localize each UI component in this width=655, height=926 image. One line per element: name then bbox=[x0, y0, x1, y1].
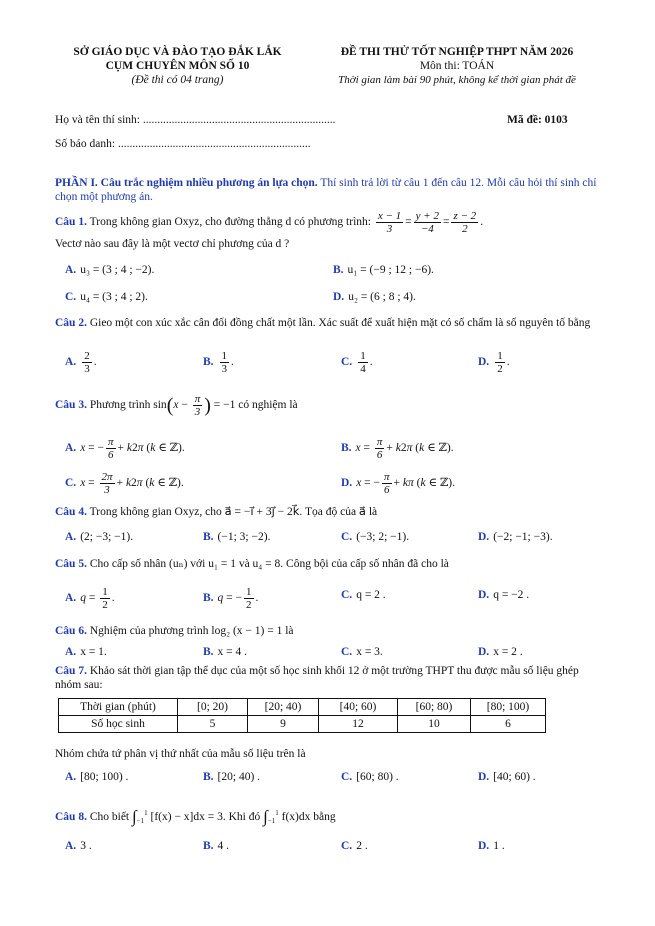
q8-option-c[interactable]: C. 2 . bbox=[341, 840, 368, 852]
time-note: Thời gian làm bài 90 phút, không kể thời gian phát đề bbox=[338, 74, 576, 86]
q2-option-b[interactable]: B. $\frac{1}{3}$ . bbox=[203, 350, 234, 375]
q1-stem: Câu 1. Trong không gian Oxyz, cho đường thẳng d có phương trình: $\frac{x - 1}{3}$ = $\frac{y + 2}{-4}$ = $\frac{z - 2}{2}$ . bbox=[55, 210, 484, 235]
q2-stem bbox=[55, 316, 600, 330]
exam-code: Mã đề: 0103 bbox=[507, 114, 568, 126]
q5-option-b[interactable]: B. q = − $\frac{1}{2}$ . bbox=[203, 586, 259, 611]
q1-sub: Vectơ nào sau đây là một vectơ chỉ phương của d ? bbox=[55, 238, 290, 250]
q6-option-b[interactable]: B. x = 4 . bbox=[203, 646, 248, 658]
table-cell: 10 bbox=[398, 716, 471, 733]
table-cell: [40; 60) bbox=[319, 699, 398, 716]
q7-option-a[interactable]: A. [80; 100) . bbox=[65, 771, 129, 783]
q6-label: Câu 6. bbox=[55, 625, 87, 637]
q4-option-b[interactable]: B. (−1; 3; −2). bbox=[203, 531, 271, 543]
table-row bbox=[59, 699, 546, 716]
table-cell: Thời gian (phút) bbox=[59, 699, 178, 716]
part1-heading bbox=[55, 176, 600, 204]
table-cell: 5 bbox=[178, 716, 248, 733]
q8-label: Câu 8. bbox=[55, 810, 87, 823]
q5-option-c[interactable]: C. q = 2 . bbox=[341, 589, 386, 601]
q4-text: Trong không gian Oxyz, cho a⃗ = −i⃗ + 3j⃗ − 2k⃗. Tọa độ của a⃗ là bbox=[89, 506, 378, 518]
q2-text: Gieo một con xúc xắc cân đối đồng chất một lần. Xác suất để xuất hiện mặt có số chấm là số nguyên tố bằng bbox=[89, 317, 591, 329]
q7-sub: Nhóm chứa tứ phân vị thứ nhất của mẫu số liệu trên là bbox=[55, 748, 306, 760]
q1-frac-x: $\frac{x - 1}{3}$ bbox=[377, 210, 402, 235]
part1-title: PHẦN I. Câu trắc nghiệm nhiều phương án lựa chọn. bbox=[55, 177, 318, 189]
q4-label: Câu 4. bbox=[55, 506, 87, 518]
q7-option-b[interactable]: B. [20; 40) . bbox=[203, 771, 261, 783]
table-cell: [0; 20) bbox=[178, 699, 248, 716]
q3-option-a[interactable]: A. x = − $\frac{\pi}{6}$ + k2π (k ∈ ℤ). bbox=[65, 436, 185, 461]
q8-pre: Cho biết bbox=[89, 810, 130, 823]
table-row bbox=[59, 716, 546, 733]
q7-text: Khảo sát thời gian tập thể dục của một số học sinh khối 12 ở một trường THPT thu được mẫu số liệu ghép nhóm sau: bbox=[55, 665, 579, 691]
q6-text: Nghiệm của phương trình log₂ (x − 1) = 1 là bbox=[89, 625, 294, 637]
q7-option-c[interactable]: C. [60; 80) . bbox=[341, 771, 399, 783]
q1-label: Câu 1. bbox=[55, 216, 87, 229]
student-name-label: Họ và tên thí sinh: bbox=[55, 114, 140, 126]
q1-frac-y: $\frac{y + 2}{-4}$ bbox=[415, 210, 439, 235]
header-left-line2: CỤM CHUYÊN MÔN SỐ 10 bbox=[105, 60, 250, 72]
student-name-line bbox=[55, 114, 335, 126]
q1-frac-z: $\frac{z - 2}{2}$ bbox=[453, 210, 477, 235]
part1-desc: Thí sinh trả lời từ câu 1 đến câu 12. Mỗi câu hỏi thí sinh chỉ chọn một phương án. bbox=[55, 177, 597, 203]
q8-mid: [f(x) − x]dx = 3. Khi đó bbox=[150, 810, 261, 823]
exam-title: ĐỀ THI THỬ TỐT NGHIỆP THPT NĂM 2026 bbox=[340, 46, 574, 58]
q2-option-a[interactable]: A. $\frac{2}{3}$ . bbox=[65, 350, 97, 375]
student-id-dots: ................................................................... bbox=[117, 138, 311, 150]
q2-label: Câu 2. bbox=[55, 317, 87, 329]
integral-sign-icon: ∫ bbox=[132, 807, 137, 827]
q5-option-d[interactable]: D. q = −2 . bbox=[478, 589, 530, 601]
q3-label: Câu 3. bbox=[55, 399, 87, 412]
q3-stem: Câu 3. Phương trình sin(x − $\frac{\pi}{3}$ ) = −1 có nghiệm là bbox=[55, 393, 298, 418]
q5-option-a[interactable]: A. q = $\frac{1}{2}$ . bbox=[65, 586, 115, 611]
q4-stem bbox=[55, 505, 600, 519]
student-name-dots: ................................................................... bbox=[142, 114, 336, 126]
q4-option-a[interactable]: A. (2; −3; −1). bbox=[65, 531, 134, 543]
table-cell: Số học sinh bbox=[59, 716, 178, 733]
header-left-line3: (Đề thi có 04 trang) bbox=[131, 74, 224, 86]
q7-stem bbox=[55, 664, 600, 692]
q1-text: Trong không gian Oxyz, cho đường thẳng d có phương trình: bbox=[89, 216, 371, 229]
q4-option-c[interactable]: C. (−3; 2; −1). bbox=[341, 531, 410, 543]
q6-option-d[interactable]: D. x = 2 . bbox=[478, 646, 523, 658]
q3-option-b[interactable]: B. x = $\frac{\pi}{6}$ + k2π (k ∈ ℤ). bbox=[341, 436, 454, 461]
q3-option-c[interactable]: C. x = $\frac{2\pi}{3}$ + k2π (k ∈ ℤ). bbox=[65, 471, 184, 496]
integral-sign-icon: ∫ bbox=[263, 807, 268, 827]
q3-pre: Phương trình sin bbox=[89, 399, 167, 412]
table-cell: 12 bbox=[319, 716, 398, 733]
q7-label: Câu 7. bbox=[55, 665, 87, 677]
header-left-line1: SỞ GIÁO DỤC VÀ ĐÀO TẠO ĐẮK LẮK bbox=[73, 46, 282, 58]
q1-option-a[interactable]: A. u₃ = (3 ; 4 ; −2). bbox=[65, 264, 155, 276]
q1-option-c[interactable]: C. u₄ = (3 ; 4 ; 2). bbox=[65, 291, 148, 303]
subject: Môn thi: TOÁN bbox=[419, 60, 495, 72]
q8-post: f(x)dx bằng bbox=[281, 810, 336, 823]
table-cell: 9 bbox=[248, 716, 319, 733]
q2-option-d[interactable]: D. $\frac{1}{2}$ . bbox=[478, 350, 510, 375]
q4-option-d[interactable]: D. (−2; −1; −3). bbox=[478, 531, 553, 543]
table-cell: [20; 40) bbox=[248, 699, 319, 716]
table-cell: [80; 100) bbox=[471, 699, 546, 716]
table-cell: [60; 80) bbox=[398, 699, 471, 716]
q8-option-b[interactable]: B. 4 . bbox=[203, 840, 230, 852]
q7-option-d[interactable]: D. [40; 60) . bbox=[478, 771, 536, 783]
q5-text: Cho cấp số nhân (uₙ) với u₁ = 1 và u₄ = 8. Công bội của cấp số nhân đã cho là bbox=[89, 558, 449, 570]
q3-post: = −1 có nghiệm là bbox=[213, 399, 298, 412]
q6-stem bbox=[55, 624, 600, 638]
q2-option-c[interactable]: C. $\frac{1}{4}$ . bbox=[341, 350, 373, 375]
q6-option-c[interactable]: C. x = 3. bbox=[341, 646, 383, 658]
student-id-label: Số báo danh: bbox=[55, 138, 116, 150]
q1-option-d[interactable]: D. u₂ = (6 ; 8 ; 4). bbox=[333, 291, 416, 303]
q1-option-b[interactable]: B. u₁ = (−9 ; 12 ; −6). bbox=[333, 264, 434, 276]
q8-stem: Câu 8. Cho biết $\int_{-1}^1$ [f(x) − x]dx = 3. Khi đó $\int_{-1}^1$ f(x)dx bằng bbox=[55, 807, 336, 827]
q7-data-table bbox=[58, 698, 546, 733]
q8-option-d[interactable]: D. 1 . bbox=[478, 840, 505, 852]
student-id-line bbox=[55, 138, 311, 150]
table-cell: 6 bbox=[471, 716, 546, 733]
q6-option-a[interactable]: A. x = 1. bbox=[65, 646, 107, 658]
q3-option-d[interactable]: D. x = − $\frac{\pi}{6}$ + kπ (k ∈ ℤ). bbox=[341, 471, 455, 496]
q5-label: Câu 5. bbox=[55, 558, 87, 570]
q8-option-a[interactable]: A. 3 . bbox=[65, 840, 92, 852]
q5-stem bbox=[55, 557, 600, 571]
